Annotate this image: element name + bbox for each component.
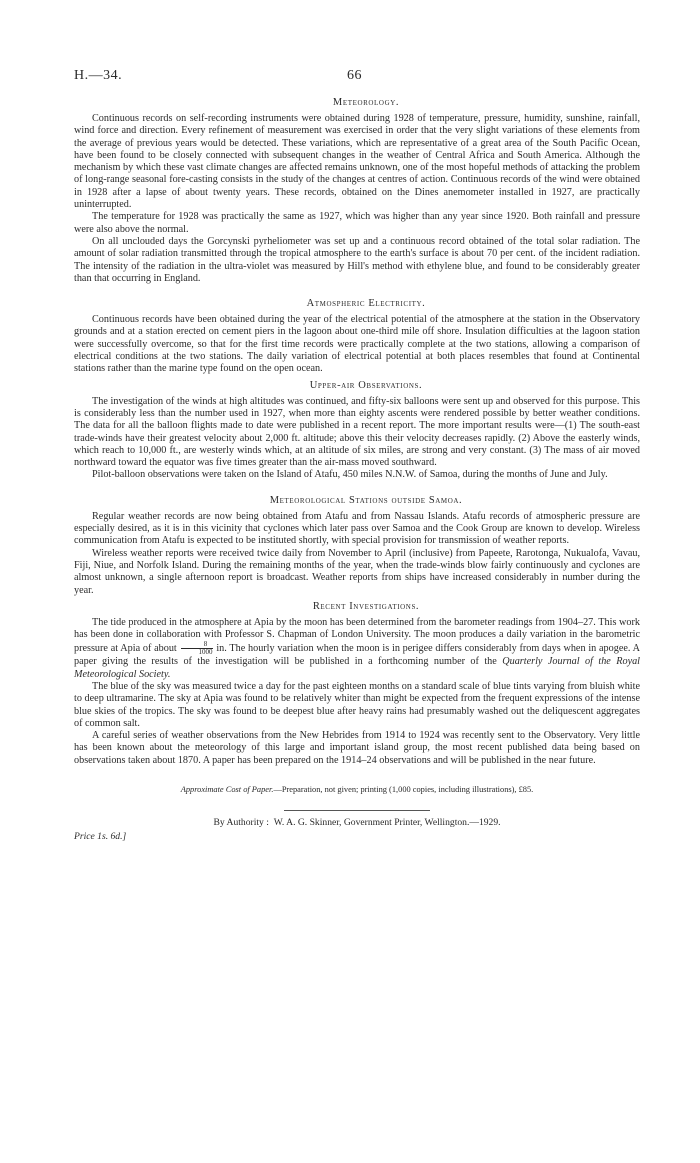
section-heading-stations-outside-samoa: Meteorological Stations outside Samoa.: [269, 494, 463, 506]
paragraph: The investigation of the winds at high altitudes was continued, and fifty-six balloons were sent up and observed for this purpose. This is considerably less than the number used in 1927, when more than eighty ascents were rendered possible by better weather conditions. The data for all the balloon flights made to date were published in a recent report. The more important results were—(1) The south-east trade-winds have their greatest velocity about 2,000 ft. altitude; above this their velocity decreases rapidly. (2) Above the easterly winds, which reach to 10,000 ft., are westerly winds which, at an altitude of six miles, are strong and very constant. (3) The mass of air moved northward toward the equator was five times greater than the air-mass moved southward.: [74, 395, 640, 469]
paragraph: On all unclouded days the Gorcynski pyrheliometer was set up and a continuous record obtained of the total solar radiation. The amount of solar radiation transmitted through the tropical atmosphere to the earth's surface is about 70 per cent. of the incident radiation. The intensity of the radiation in the ultra-violet was measured by Hill's method with ethylene blue, and found to be considerably greater than that occurring in England.: [74, 235, 640, 284]
paragraph: A careful series of weather observations from the New Hebrides from 1914 to 1924 was recently sent to the Observatory. Very little has been known about the meteorology of this large and important island group, the most recent published data being based on observations taken about 1870. A paper has been prepared on the 1914–24 observations and will be published in the near future.: [74, 730, 640, 766]
paragraph: Wireless weather reports were received twice daily from November to April (inclusive) from Papeete, Rarotonga, Nukualofa, Vavau, Fiji, Niue, and Norfolk Island. During the remaining months of the year, when the trade-winds blow fairly continuously and cyclones are almost unknown, a single afternoon report is broadcast. Weather reports from ships have increased considerably in number during the year.: [74, 547, 640, 596]
paragraph: Regular weather records are now being obtained from Atafu and from Nassau Islands. Atafu records of atmospheric pressure are especially desired, as it is in this vicinity that cyclones which later pass over Samoa and the Cook Group are known to develop. Wireless communication from Atafu is expected to be instituted shortly, with special provision for transmission of weather reports.: [74, 510, 640, 547]
section-heading-upper-air: Upper-air Observations.: [309, 379, 423, 391]
fraction: [181, 641, 213, 656]
authority-label: By Authority :: [213, 817, 269, 829]
printer-authority: [74, 817, 640, 828]
approximate-cost-note: [74, 785, 640, 795]
journal-title: Quarterly Journal of the Royal Meteorological Society.: [74, 656, 641, 680]
paragraph: The blue of the sky was measured twice a day for the past eighteen months on a standard scale of blue tints varying from bluish white to deep ultramarine. The sky at Apia was found to be relatively whiter than might be expected from the frequent expressions of the intense blue skies of the tropics. The sky was found to be deepest blue after heavy rains had presumably washed out the deliquescent aggregates of common salt.: [74, 680, 640, 729]
document-body: [74, 97, 640, 842]
paragraph: Pilot-balloon observations were taken on the Island of Atafu, 450 miles N.N.W. of Samoa, during the months of June and July.: [92, 469, 608, 481]
approximate-cost-label: Approximate Cost of Paper.: [180, 785, 274, 795]
price: Price 1s. 6d.]: [74, 831, 127, 843]
section-heading-recent-investigations: Recent Investigations.: [312, 600, 420, 612]
paragraph: The temperature for 1928 was practically the same as 1927, which was higher than any year since 1920. Both rainfall and pressure were also above the normal.: [74, 211, 640, 235]
approximate-cost-text: —Preparation, not given; printing (1,000 copies, including illustrations), £85.: [273, 785, 534, 795]
document-reference: H.—34.: [74, 68, 123, 83]
fraction-denominator: 1000: [198, 648, 213, 657]
authority-text: W. A. G. Skinner, Government Printer, Wellington.—1929.: [273, 817, 501, 829]
paragraph: Continuous records have been obtained during the year of the electrical potential of the atmosphere at the station in the Observatory grounds and at a station erected on cement piers in the lagoon about one-third mile off shore. Insulation difficulties at the lagoon station were successfully overcome, so that for the first time records were practically complete at the two stations, allowing a comparison of electrical conditions at the two stations. The daily variation of electrical potential at both places resembles that found at Continental stations rather than the marine type found on the open ocean.: [74, 314, 640, 375]
footer-rule: [284, 810, 430, 811]
fraction-numerator: 8: [181, 641, 213, 649]
section-heading-atmospheric-electricity: Atmospheric Electricity.: [306, 298, 426, 310]
section-heading-meteorology: Meteorology.: [332, 97, 400, 108]
paragraph-text: The tide produced in the atmosphere at Apia by the moon has been determined from the barometer readings from 1904–27. This work has been done in collaboration with Professor S. Chapman of London University. The moon produces a daily variation in the barometric pressure at Apia of about: [74, 616, 640, 655]
paragraph: Continuous records on self-recording instruments were obtained during 1928 of temperature, pressure, humidity, sunshine, rainfall, wind force and direction. Every refinement of measurement was exercised in order that the very slight variations of these elements from the average of previous years would be detected. These variations, which are representative of a great area of the South Pacific Ocean, have been found to be closely connected with subsequent changes in the weather of Central Africa and South America. Although the mechanism by which these vast climate changes are affected remains unknown, one of the most hopeful methods of attacking the problem of long-range seasonal fore-casting consists in the study of the changes at centres of action. Continuous records of the wind were obtained in 1928 after a lapse of about twenty years. These records, obtained on the Dines anemometer installed in 1927, are practically uninterrupted.: [74, 113, 640, 211]
page-number: 66: [347, 68, 362, 83]
paragraph-atmospheric-tide: [74, 617, 640, 681]
paragraph-text: in. The hourly variation when the moon is in perigee differs considerably from days when in apogee. A paper giving the results of the investigation will be published in a forthcoming number of the: [74, 643, 640, 668]
